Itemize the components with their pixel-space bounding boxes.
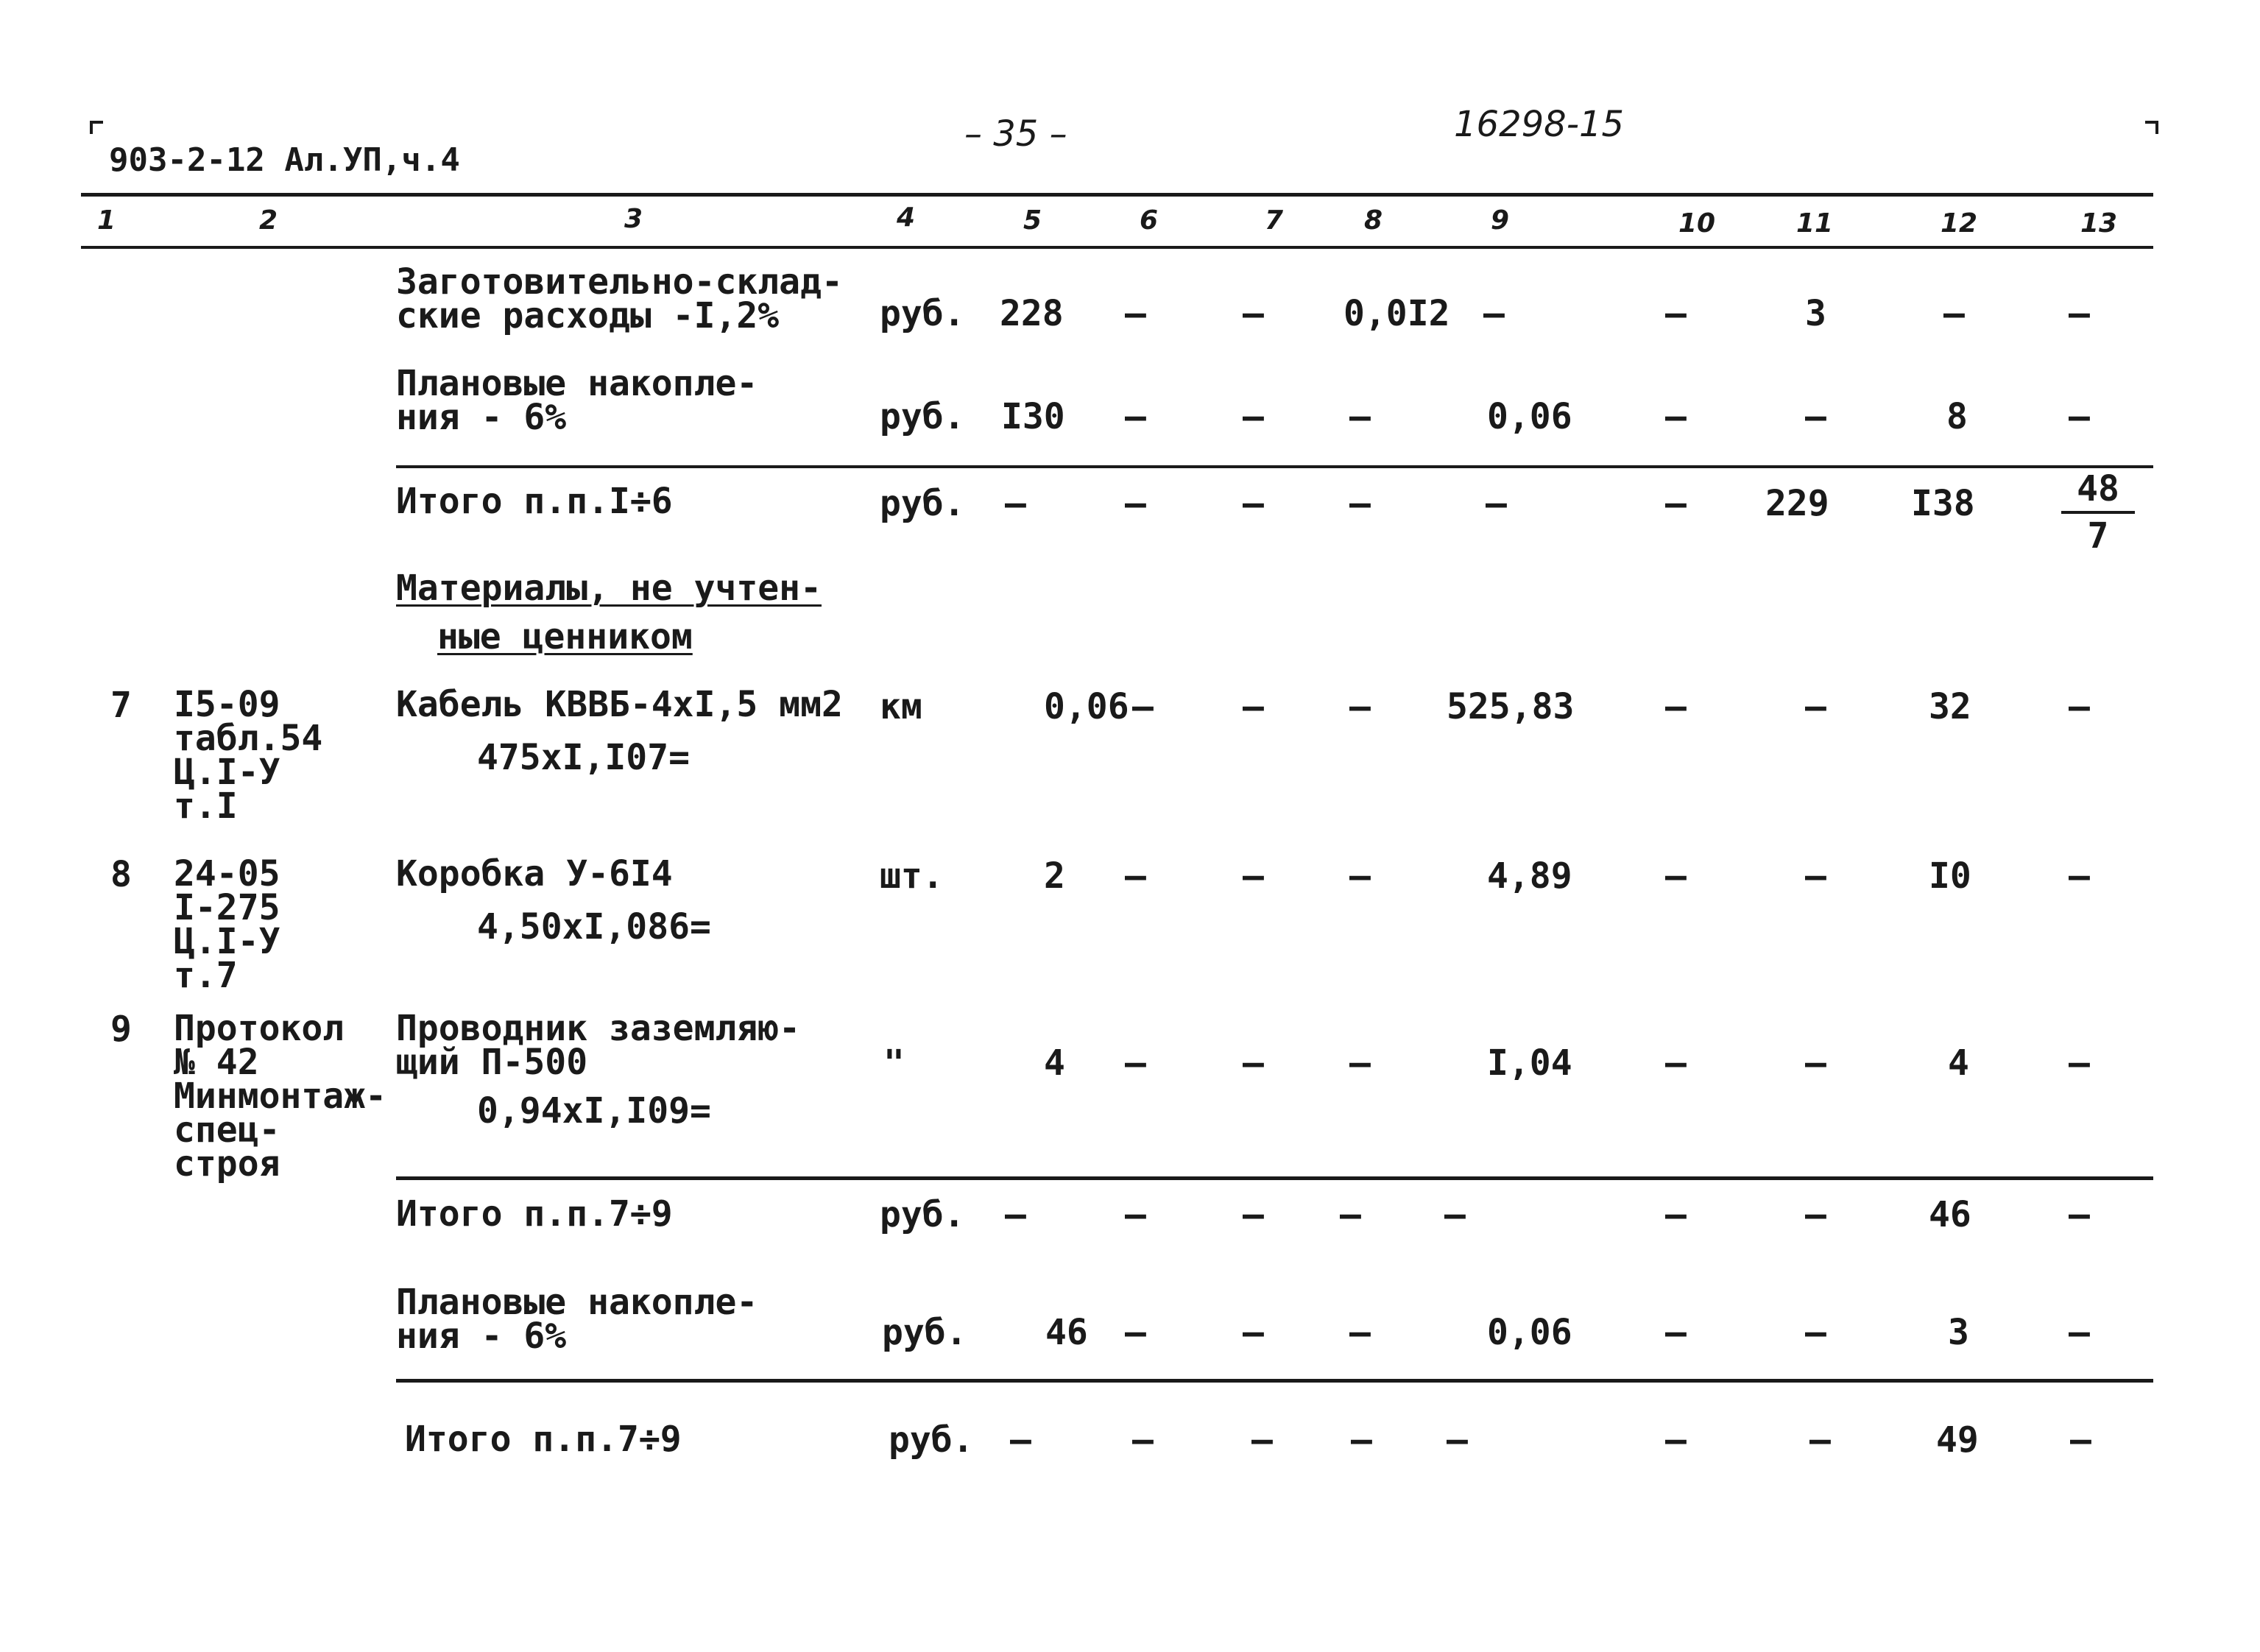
total-label: Итого п.п.7÷9 bbox=[405, 1419, 682, 1460]
cell-col11: – bbox=[1805, 396, 1826, 437]
cell-col8: – bbox=[1349, 396, 1371, 437]
cell-col6: – bbox=[1125, 293, 1146, 334]
cell-col12: 4 bbox=[1948, 1042, 1969, 1084]
cell-col7: – bbox=[1243, 855, 1264, 897]
cell-col11: – bbox=[1805, 855, 1826, 897]
cell-col6: – bbox=[1132, 1419, 1154, 1461]
cell-col7: – bbox=[1243, 483, 1264, 524]
cell-col10: – bbox=[1665, 855, 1687, 897]
cell-col7: – bbox=[1243, 686, 1264, 727]
cell-col8: – bbox=[1349, 483, 1371, 524]
cell-col7: – bbox=[1243, 1042, 1264, 1084]
fraction-numerator: 48 bbox=[2077, 468, 2119, 509]
cell-col5: 4 bbox=[1044, 1042, 1065, 1084]
cell-col13: – bbox=[2070, 1419, 2091, 1461]
table-top-rule bbox=[81, 193, 2153, 197]
cell-col9: 525,83 bbox=[1447, 686, 1575, 727]
cell-col9: I,04 bbox=[1487, 1042, 1572, 1084]
row-calculation: 0,94хI,I09= bbox=[477, 1090, 711, 1132]
cell-col9: – bbox=[1483, 293, 1505, 334]
row-calculation: 4,50хI,086= bbox=[477, 906, 711, 947]
cell-col10: – bbox=[1665, 1042, 1687, 1084]
cell-col13: – bbox=[2069, 1042, 2090, 1084]
cell-col9: – bbox=[1486, 483, 1507, 524]
row-unit: " bbox=[883, 1042, 905, 1084]
cell-col10: – bbox=[1665, 1312, 1687, 1353]
subtotal-rule-2 bbox=[396, 1176, 2153, 1180]
row-unit: шт. bbox=[880, 855, 944, 897]
cell-col11: – bbox=[1805, 686, 1826, 727]
price-reference: 24-05 I-275 Ц.I-У т.7 bbox=[174, 853, 280, 996]
document-code: 903-2-12 Ал.УП,ч.4 bbox=[109, 141, 460, 179]
row-description: Кабель КВВБ-4хI,5 мм2 bbox=[396, 684, 843, 725]
cell-col9: – bbox=[1444, 1194, 1466, 1235]
row-description: Проводник заземляю- щий П-500 bbox=[396, 1008, 801, 1083]
cell-col12: 49 bbox=[1936, 1419, 1979, 1461]
cell-col8: – bbox=[1349, 1042, 1371, 1084]
cell-col6: – bbox=[1132, 686, 1154, 727]
column-number: 13 bbox=[2080, 208, 2118, 239]
cell-col11: 229 bbox=[1765, 483, 1829, 524]
column-number: 10 bbox=[1678, 208, 1716, 239]
section-heading-line2: ные ценником bbox=[437, 616, 693, 657]
corner-mark-top-left bbox=[90, 121, 103, 134]
section-heading-line1: Материалы, не учтен- bbox=[396, 568, 822, 609]
cell-col5: – bbox=[1005, 1194, 1026, 1235]
cell-col6: – bbox=[1125, 1312, 1146, 1353]
cell-col10: – bbox=[1665, 1419, 1687, 1461]
cell-col9: 4,89 bbox=[1487, 855, 1572, 897]
corner-mark-top-right bbox=[2145, 121, 2158, 134]
cell-col13: – bbox=[2069, 396, 2090, 437]
fraction-denominator: 7 bbox=[2087, 515, 2109, 557]
cell-col12: 46 bbox=[1929, 1194, 1971, 1235]
subtotal-label: Итого п.п.7÷9 bbox=[396, 1193, 673, 1235]
cell-col12: 3 bbox=[1948, 1312, 1969, 1353]
cell-col5: I30 bbox=[1001, 396, 1065, 437]
cell-col5: – bbox=[1010, 1419, 1031, 1461]
cell-col6: – bbox=[1125, 483, 1146, 524]
sheet-number: 16298-15 bbox=[1454, 104, 1625, 145]
column-number: 1 bbox=[97, 205, 116, 236]
fraction-col13 bbox=[2061, 468, 2135, 557]
cell-col6: – bbox=[1125, 1042, 1146, 1084]
cell-col5: 46 bbox=[1045, 1312, 1088, 1353]
cell-col9: 0,06 bbox=[1487, 1312, 1572, 1353]
cell-col6: – bbox=[1125, 855, 1146, 897]
cell-col13: – bbox=[2069, 1312, 2090, 1353]
column-number: 9 bbox=[1491, 205, 1510, 236]
cell-col6: – bbox=[1125, 1194, 1146, 1235]
column-number: 6 bbox=[1140, 205, 1159, 236]
row-description: Плановые накопле- ния - 6% bbox=[396, 1282, 758, 1357]
price-reference: I5-09 табл.54 Ц.I-У т.I bbox=[174, 684, 323, 827]
cell-col8: – bbox=[1351, 1419, 1372, 1461]
row-unit: руб. bbox=[880, 483, 965, 524]
item-number: 9 bbox=[110, 1009, 132, 1050]
cell-col8: – bbox=[1349, 686, 1371, 727]
cell-col12: I0 bbox=[1929, 855, 1971, 897]
cell-col13: – bbox=[2069, 855, 2090, 897]
column-number: 7 bbox=[1265, 205, 1284, 236]
page-number: – 35 – bbox=[964, 113, 1067, 155]
row-description: Плановые накопле- ния - 6% bbox=[396, 363, 758, 438]
cell-col5: – bbox=[1005, 483, 1026, 524]
row-unit: км bbox=[880, 686, 922, 727]
cell-col10: – bbox=[1665, 1194, 1687, 1235]
row-unit: руб. bbox=[880, 396, 965, 437]
item-number: 8 bbox=[110, 854, 132, 895]
cell-col10: – bbox=[1665, 686, 1687, 727]
cell-col7: – bbox=[1243, 396, 1264, 437]
cell-col8: – bbox=[1340, 1194, 1361, 1235]
cell-col6: – bbox=[1125, 396, 1146, 437]
cell-col8: – bbox=[1349, 855, 1371, 897]
column-number: 12 bbox=[1941, 208, 1978, 239]
column-number: 11 bbox=[1796, 208, 1834, 239]
cell-col12: – bbox=[1943, 293, 1965, 334]
row-unit: руб. bbox=[889, 1419, 974, 1461]
fraction-bar bbox=[2061, 511, 2135, 514]
cell-col9: 0,06 bbox=[1487, 396, 1572, 437]
cell-col5: 228 bbox=[1000, 293, 1064, 334]
cell-col11: – bbox=[1809, 1419, 1831, 1461]
row-unit: руб. bbox=[882, 1312, 967, 1353]
column-number: 4 bbox=[897, 202, 916, 233]
cell-col12: 32 bbox=[1929, 686, 1971, 727]
column-header-bottom-rule bbox=[81, 246, 2153, 249]
row-description: Коробка У-6I4 bbox=[396, 853, 673, 894]
cell-col8: 0,0I2 bbox=[1343, 293, 1450, 334]
cell-col10: – bbox=[1665, 293, 1687, 334]
row-calculation: 475хI,I07= bbox=[477, 737, 690, 778]
cell-col5: 0,06 bbox=[1044, 686, 1129, 727]
column-number: 8 bbox=[1364, 205, 1383, 236]
subtotal-label: Итого п.п.I÷6 bbox=[396, 481, 673, 522]
cell-col13: – bbox=[2069, 1194, 2090, 1235]
price-reference: Протокол № 42 Минмонтаж- спец- строя bbox=[174, 1008, 386, 1185]
cell-col7: – bbox=[1243, 1194, 1264, 1235]
cell-col12: I38 bbox=[1911, 483, 1975, 524]
subtotal-rule-1 bbox=[396, 465, 2153, 468]
cell-col10: – bbox=[1665, 483, 1687, 524]
row-description: Заготовительно-склад- ские расходы -I,2% bbox=[396, 261, 843, 336]
cell-col11: – bbox=[1805, 1042, 1826, 1084]
cell-col10: – bbox=[1665, 396, 1687, 437]
cell-col13: – bbox=[2069, 293, 2090, 334]
cell-col7: – bbox=[1251, 1419, 1273, 1461]
cell-col11: 3 bbox=[1805, 293, 1826, 334]
cell-col7: – bbox=[1243, 293, 1264, 334]
column-number: 3 bbox=[624, 204, 643, 234]
cell-col9: – bbox=[1447, 1419, 1468, 1461]
subtotal-rule-3 bbox=[396, 1379, 2153, 1383]
cell-col8: – bbox=[1349, 1312, 1371, 1353]
cell-col11: – bbox=[1805, 1312, 1826, 1353]
column-number: 5 bbox=[1023, 205, 1042, 236]
cell-col11: – bbox=[1805, 1194, 1826, 1235]
item-number: 7 bbox=[110, 685, 132, 726]
cell-col13: – bbox=[2069, 686, 2090, 727]
cell-col5: 2 bbox=[1044, 855, 1065, 897]
cell-col12: 8 bbox=[1946, 396, 1968, 437]
row-unit: руб. bbox=[880, 293, 965, 334]
cell-col7: – bbox=[1243, 1312, 1264, 1353]
row-unit: руб. bbox=[880, 1194, 965, 1235]
column-number: 2 bbox=[259, 205, 278, 236]
